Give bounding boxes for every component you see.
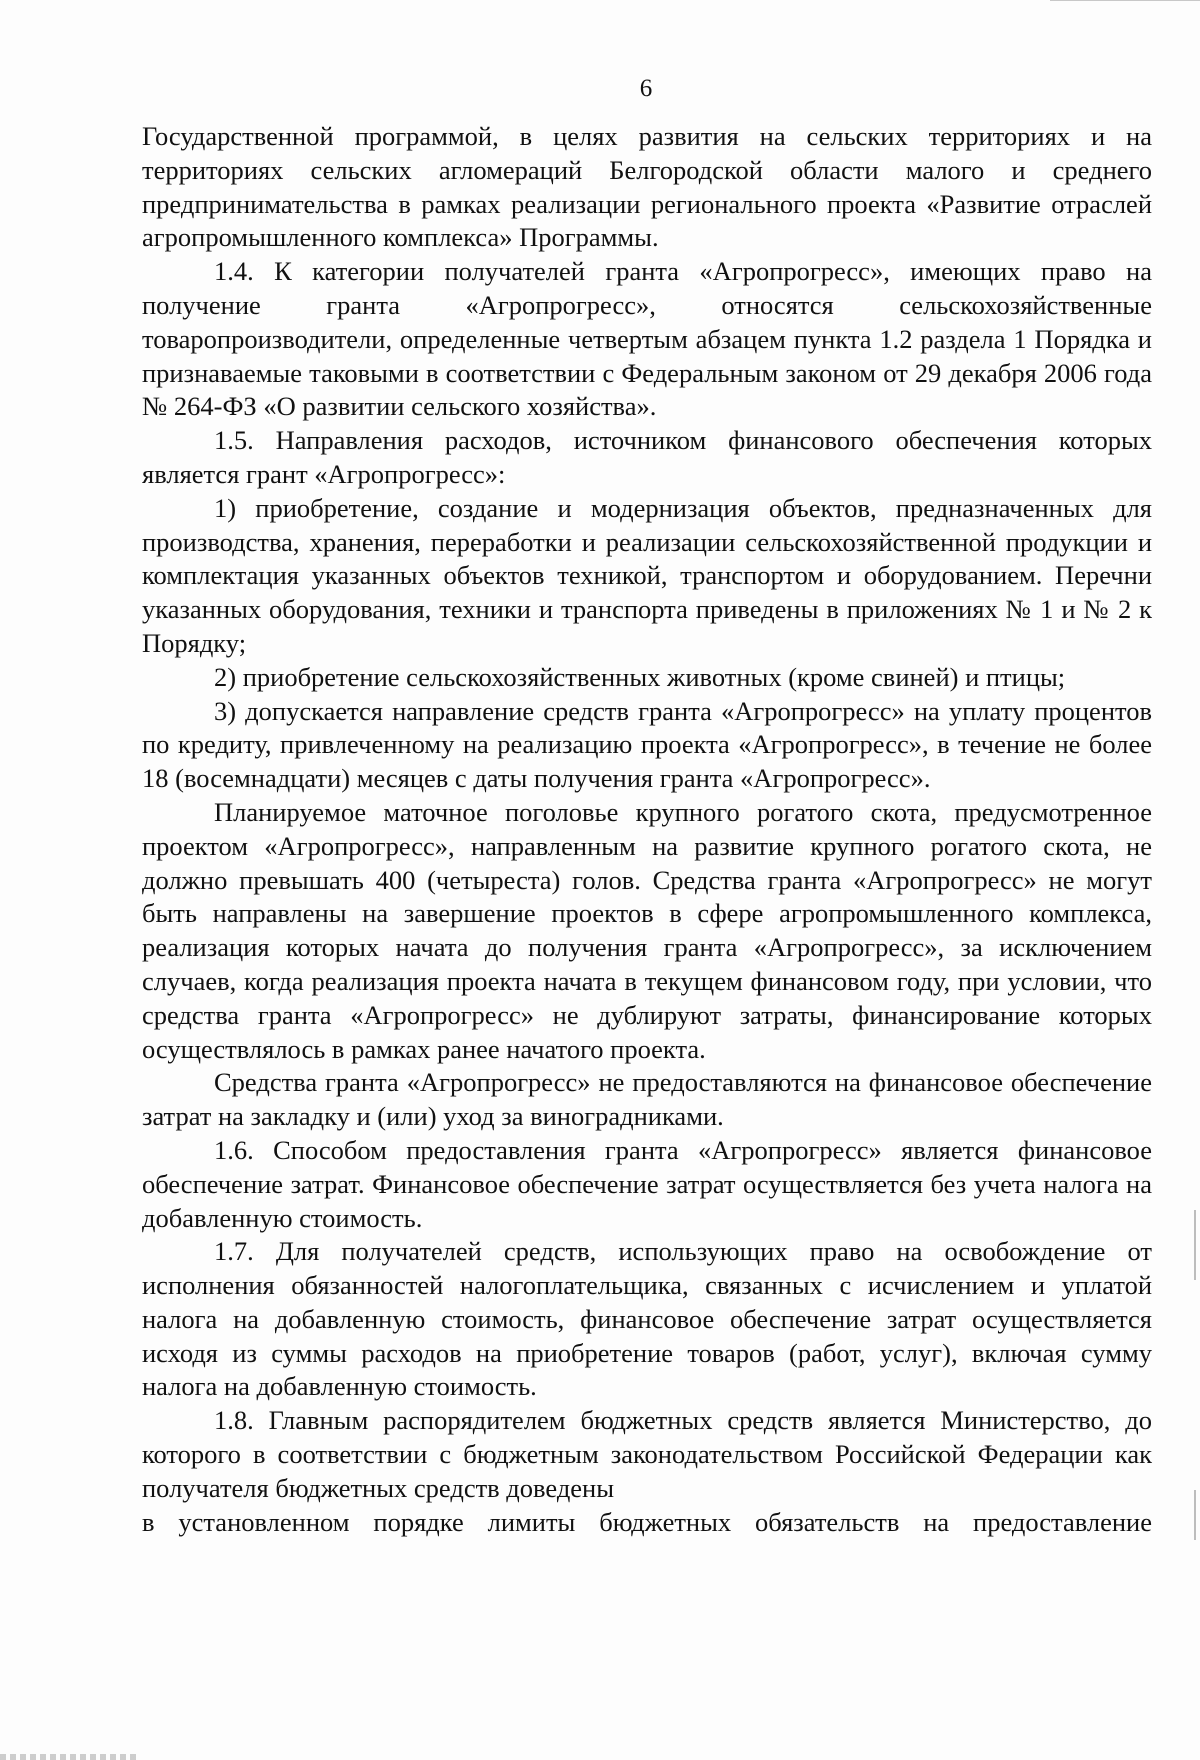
paragraph-1-8: 1.8. Главным распорядителем бюджетных средств является Министерство, до которого в соответствии с бюджетным законодательством Российской Федерации как получателя бюджетных средств доведены bbox=[142, 1405, 1152, 1503]
paragraph-livestock: Планируемое маточное поголовье крупного рогатого скота, предусмотренное проектом «Агропрогресс», направленным на развитие крупного рогатого скота, не должно превышать 400 (четыреста) голов. Средства гранта «Агропрогресс» не могут быть направлены на завершение проектов в сфере агропромышленного комплекса, реализация которых начата до получения гранта «Агропрогресс», за исключением случаев, когда реализация проекта начата в текущем финансовом году, при условии, что средства гранта «Агропрогресс» не дублируют затраты, финансирование которых осуществлялось в рамках ранее начатого проекта. bbox=[142, 796, 1152, 1064]
list-item-2: 2) приобретение сельскохозяйственных животных (кроме свиней) и птицы; bbox=[214, 661, 1066, 692]
paragraph-1-4: 1.4. К категории получателей гранта «Агропрогресс», имеющих право на получение гранта «Агропрогресс», относятся сельскохозяйственные товаропроизводители, определенные четвертым абзацем пункта 1.2 раздела 1 Порядка и признаваемые таковыми в соответствии с Федеральным законом от 29 декабря 2006 года № 264-ФЗ «О развитии сельского хозяйства». bbox=[142, 256, 1152, 422]
paragraph: Государственной программой, в целях развития на сельских территориях и на территориях сельских агломераций Белгородской области малого и среднего предпринимательства в рамках реализации регионального проекта «Развитие отраслей агропромышленного комплекса» Программы. bbox=[142, 121, 1152, 253]
paragraph-1-6: 1.6. Способом предоставления гранта «Агропрогресс» является финансовое обеспечение затрат. Финансовое обеспечение затрат осуществляется без учета налога на добавленную стоимость. bbox=[142, 1134, 1152, 1233]
list-item-3: 3) допускается направление средств гранта «Агропрогресс» на уплату процентов по кредиту, привлеченному на реализацию проекта «Агропрогресс», в течение не более 18 (восемнадцати) месяцев с даты получения гранта «Агропрогресс». bbox=[142, 695, 1152, 794]
paragraph-1-7: 1.7. Для получателей средств, использующих право на освобождение от исполнения обязанностей налогоплательщика, связанных с исчислением и уплатой налога на добавленную стоимость, финансовое обеспечение затрат осуществляется исходя из суммы расходов на приобретение товаров (работ, услуг), включая сумму налога на добавленную стоимость. bbox=[142, 1236, 1152, 1402]
scan-artifact-right-edge bbox=[1194, 1210, 1196, 1280]
paragraph-1-5: 1.5. Направления расходов, источником финансового обеспечения которых является грант «Агропрогресс»: bbox=[142, 425, 1152, 489]
document-body bbox=[142, 120, 1152, 1539]
scan-artifact-top bbox=[1050, 0, 1200, 1]
paragraph-1-8-last-line: в установленном порядке лимиты бюджетных обязательств на предоставление bbox=[142, 1506, 1152, 1537]
page-number: 6 bbox=[639, 75, 653, 102]
paragraph-vineyards: Средства гранта «Агропрогресс» не предоставляются на финансовое обеспечение затрат на закладку и (или) уход за виноградниками. bbox=[142, 1067, 1152, 1132]
list-item-1: 1) приобретение, создание и модернизация объектов, предназначенных для производства, хранения, переработки и реализации сельскохозяйственной продукции и комплектация указанных объектов техникой, транспортом и оборудованием. Перечни указанных оборудования, техники и транспорта приведены в приложениях № 1 и № 2 к Порядку; bbox=[142, 492, 1152, 658]
scan-artifact-right-edge bbox=[1194, 1490, 1196, 1540]
scan-artifact-bottom bbox=[0, 1754, 140, 1760]
